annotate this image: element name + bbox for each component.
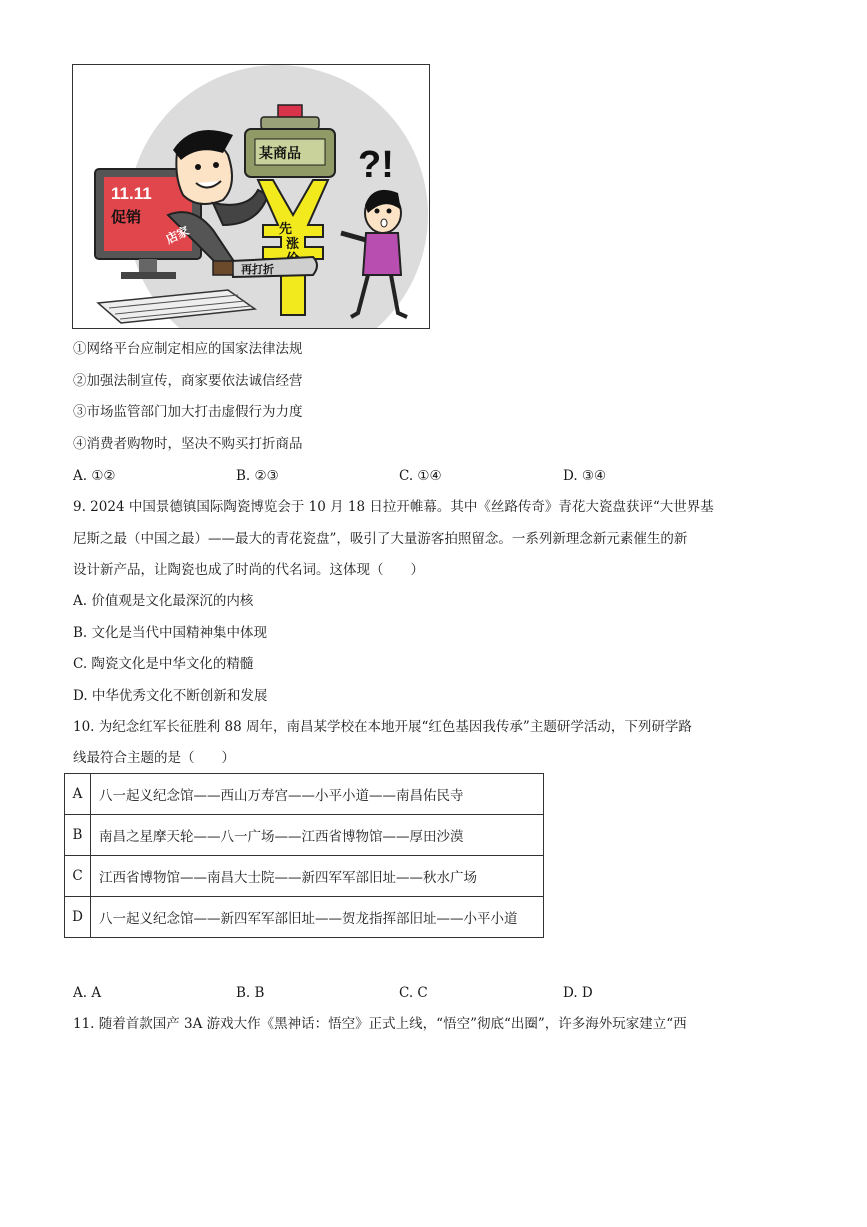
route-letter: B (65, 815, 91, 856)
route-letter: C (65, 856, 91, 897)
route-table (64, 773, 544, 938)
q9-line-3: 设计新产品，让陶瓷也成了时尚的代名词。这体现（ ） (73, 562, 424, 578)
table-row (65, 774, 544, 815)
yuan-text: 先涨 (279, 221, 300, 251)
q10-option-b: B. B (236, 985, 265, 1001)
route-text: 南昌之星摩天轮——八一广场——江西省博物馆——厚田沙漠 (91, 815, 544, 856)
table-row (65, 897, 544, 938)
arm-label: 店家 (163, 223, 192, 247)
table-row (65, 815, 544, 856)
q8-option-b: B. ②③ (236, 468, 279, 484)
route-letter: D (65, 897, 91, 938)
q9-line-2: 尼斯之最（中国之最）——最大的青花瓷盘”，吸引了大量游客拍照留念。一系列新理念新元素催生的新 (73, 531, 688, 547)
screen-text-2: 促销 (111, 209, 142, 226)
q9-option-c: C. 陶瓷文化是中华文化的精髓 (73, 656, 254, 672)
statement-1: ①网络平台应制定相应的国家法律法规 (73, 341, 303, 357)
q10-option-c: C. C (399, 985, 428, 1001)
q9-option-d: D. 中华优秀文化不断创新和发展 (73, 688, 268, 704)
table-row (65, 856, 544, 897)
q9-line-1: 9. 2024 中国景德镇国际陶瓷博览会于 10 月 18 日拉开帷幕。其中《丝路传奇》青花大瓷盘获评“大世界基 (73, 499, 714, 515)
q8-option-a: A. ①② (73, 468, 116, 484)
q10-line-2: 线最符合主题的是（ ） (73, 750, 235, 766)
q8-option-d: D. ③④ (563, 468, 607, 484)
route-text: 八一起义纪念馆——西山万寿宫——小平小道——南昌佑民寺 (91, 774, 544, 815)
q11-line-1: 11. 随着首款国产 3A 游戏大作《黑神话：悟空》正式上线，“悟空”彻底“出圈”，许多海外玩家建立“西 (73, 1016, 687, 1032)
q10-option-a: A. A (73, 985, 102, 1001)
q8-option-c: C. ①④ (399, 468, 442, 484)
statement-4: ④消费者购物时，坚决不购买打折商品 (73, 436, 303, 452)
q9-option-b: B. 文化是当代中国精神集中体现 (73, 625, 268, 641)
route-text: 江西省博物馆——南昌大士院——新四军军部旧址——秋水广场 (91, 856, 544, 897)
jar-label: 某商品 (259, 145, 301, 161)
question-marks: ?! (358, 144, 394, 186)
cartoon-illustration (72, 64, 430, 329)
route-text: 八一起义纪念馆——新四军军部旧址——贺龙指挥部旧址——小平小道 (91, 897, 544, 938)
statement-2: ②加强法制宣传，商家要依法诚信经营 (73, 373, 303, 389)
q9-option-a: A. 价值观是文化最深沉的内核 (73, 593, 254, 609)
route-letter: A (65, 774, 91, 815)
statement-3: ③市场监管部门加大打击虚假行为力度 (73, 404, 303, 420)
knife-label: 再打折 (241, 264, 274, 276)
q10-option-d: D. D (563, 985, 593, 1001)
q10-line-1: 10. 为纪念红军长征胜利 88 周年，南昌某学校在本地开展“红色基因我传承”主题研学活动，下列研学路 (73, 719, 692, 735)
screen-text-1: 11.11 (111, 184, 152, 203)
